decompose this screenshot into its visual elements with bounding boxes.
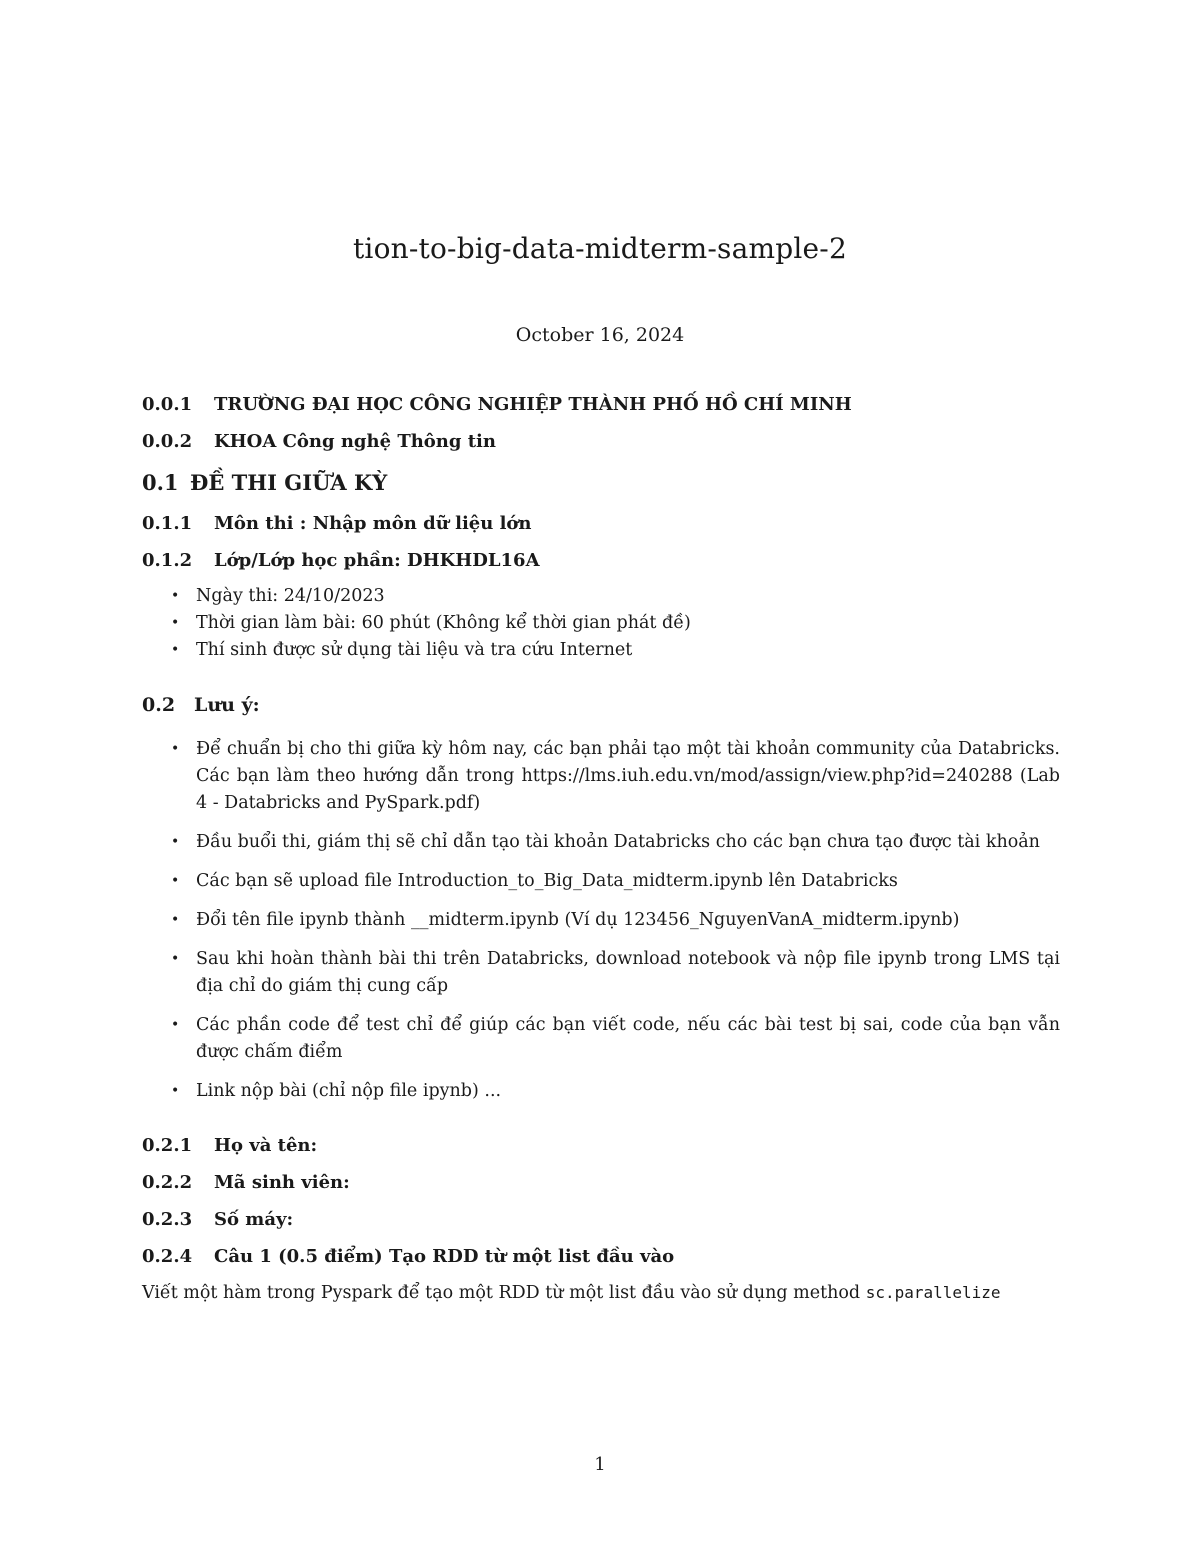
section-number: 0.2.2 <box>142 1172 193 1193</box>
question-1-text: Viết một hàm trong Pyspark để tạo một RDD từ một list đầu vào sử dụng method <box>142 1283 866 1303</box>
list-item-text: Các phần code để test chỉ để giúp các bạn viết code, nếu các bài test bị sai, code của bạn vẫn được chấm điểm <box>196 1015 1060 1062</box>
list-item-text: Sau khi hoàn thành bài thi trên Databricks, download notebook và nộp file ipynb trong LMS tại địa chỉ do giám thị cung cấp <box>196 949 1060 996</box>
code-snippet: sc.parallelize <box>865 1283 1001 1302</box>
section-title: ĐỀ THI GIỮA KỲ <box>190 470 388 495</box>
document-date: October 16, 2024 <box>515 324 685 346</box>
list-item <box>142 1012 1060 1066</box>
list-item-text: Link nộp bài (chỉ nộp file ipynb) ... <box>196 1081 502 1101</box>
section-title: Số máy: <box>214 1209 294 1230</box>
section-0-0-1-heading <box>142 394 1060 415</box>
notes-list <box>142 736 1060 1105</box>
section-title: Họ và tên: <box>214 1135 318 1156</box>
document-title: tion-to-big-data-midterm-sample-2 <box>352 232 847 265</box>
section-title: TRƯỜNG ĐẠI HỌC CÔNG NGHIỆP THÀNH PHỐ HỒ CHÍ MINH <box>214 394 852 415</box>
list-item <box>142 610 1060 637</box>
section-number: 0.1.2 <box>142 550 193 571</box>
section-title: Lớp/Lớp học phần: DHKHDL16A <box>214 550 540 571</box>
list-item <box>142 907 1060 934</box>
section-number: 0.1 <box>142 470 179 495</box>
section-number: 0.0.1 <box>142 394 193 415</box>
bullet-icon: • <box>171 1017 180 1033</box>
bullet-icon: • <box>171 615 180 631</box>
section-number: 0.2.4 <box>142 1246 193 1267</box>
bullet-icon: • <box>171 951 180 967</box>
section-0-2-4-heading <box>142 1246 1060 1267</box>
section-number: 0.2 <box>142 694 176 716</box>
section-number: 0.1.1 <box>142 513 193 534</box>
page-number: 1 <box>594 1454 606 1475</box>
bullet-icon: • <box>171 1083 180 1099</box>
list-item-text: Ngày thi: 24/10/2023 <box>196 586 385 606</box>
section-title: Mã sinh viên: <box>214 1172 350 1193</box>
list-item <box>142 736 1060 817</box>
section-number: 0.0.2 <box>142 431 193 452</box>
bullet-icon: • <box>171 834 180 850</box>
section-0-0-2-heading <box>142 431 1060 452</box>
section-0-2-heading <box>142 694 1060 716</box>
list-item <box>142 1078 1060 1105</box>
list-item-text: Đổi tên file ipynb thành __midterm.ipynb (Ví dụ 123456_NguyenVanA_midterm.ipynb) <box>196 910 960 930</box>
bullet-icon: • <box>171 912 180 928</box>
section-0-2-2-heading <box>142 1172 1060 1193</box>
section-title: Lưu ý: <box>194 694 260 716</box>
section-number: 0.2.1 <box>142 1135 193 1156</box>
list-item-text: Thời gian làm bài: 60 phút (Không kể thời gian phát đề) <box>196 613 691 633</box>
section-0-1-2-heading <box>142 550 1060 571</box>
list-item <box>142 637 1060 664</box>
list-item <box>142 583 1060 610</box>
section-0-2-3-heading <box>142 1209 1060 1230</box>
list-item <box>142 829 1060 856</box>
bullet-icon: • <box>171 588 180 604</box>
section-number: 0.2.3 <box>142 1209 193 1230</box>
section-0-1-heading <box>142 470 1060 495</box>
section-title: KHOA Công nghệ Thông tin <box>214 431 496 452</box>
document-body <box>142 394 1060 1303</box>
section-title: Môn thi : Nhập môn dữ liệu lớn <box>214 513 532 534</box>
section-title: Câu 1 (0.5 điểm) Tạo RDD từ một list đầu vào <box>214 1246 675 1267</box>
bullet-icon: • <box>171 642 180 658</box>
list-item <box>142 946 1060 1000</box>
bullet-icon: • <box>171 741 180 757</box>
section-0-1-1-heading <box>142 513 1060 534</box>
list-item-text: Để chuẩn bị cho thi giữa kỳ hôm nay, các bạn phải tạo một tài khoản community của Databricks. Các bạn làm theo hướng dẫn trong https://lms.iuh.edu.vn/mod/assign/view.php?id=240288 (Lab 4 - Databricks and PySpark.pdf) <box>196 739 1060 813</box>
section-0-2-1-heading <box>142 1135 1060 1156</box>
list-item-text: Đầu buổi thi, giám thị sẽ chỉ dẫn tạo tài khoản Databricks cho các bạn chưa tạo được tài khoản <box>196 832 1040 852</box>
list-item-text: Các bạn sẽ upload file Introduction_to_Big_Data_midterm.ipynb lên Databricks <box>196 871 898 891</box>
bullet-icon: • <box>171 873 180 889</box>
list-item <box>142 868 1060 895</box>
list-item-text: Thí sinh được sử dụng tài liệu và tra cứu Internet <box>196 640 633 660</box>
question-1-description <box>142 1283 1060 1303</box>
exam-info-list <box>142 583 1060 664</box>
